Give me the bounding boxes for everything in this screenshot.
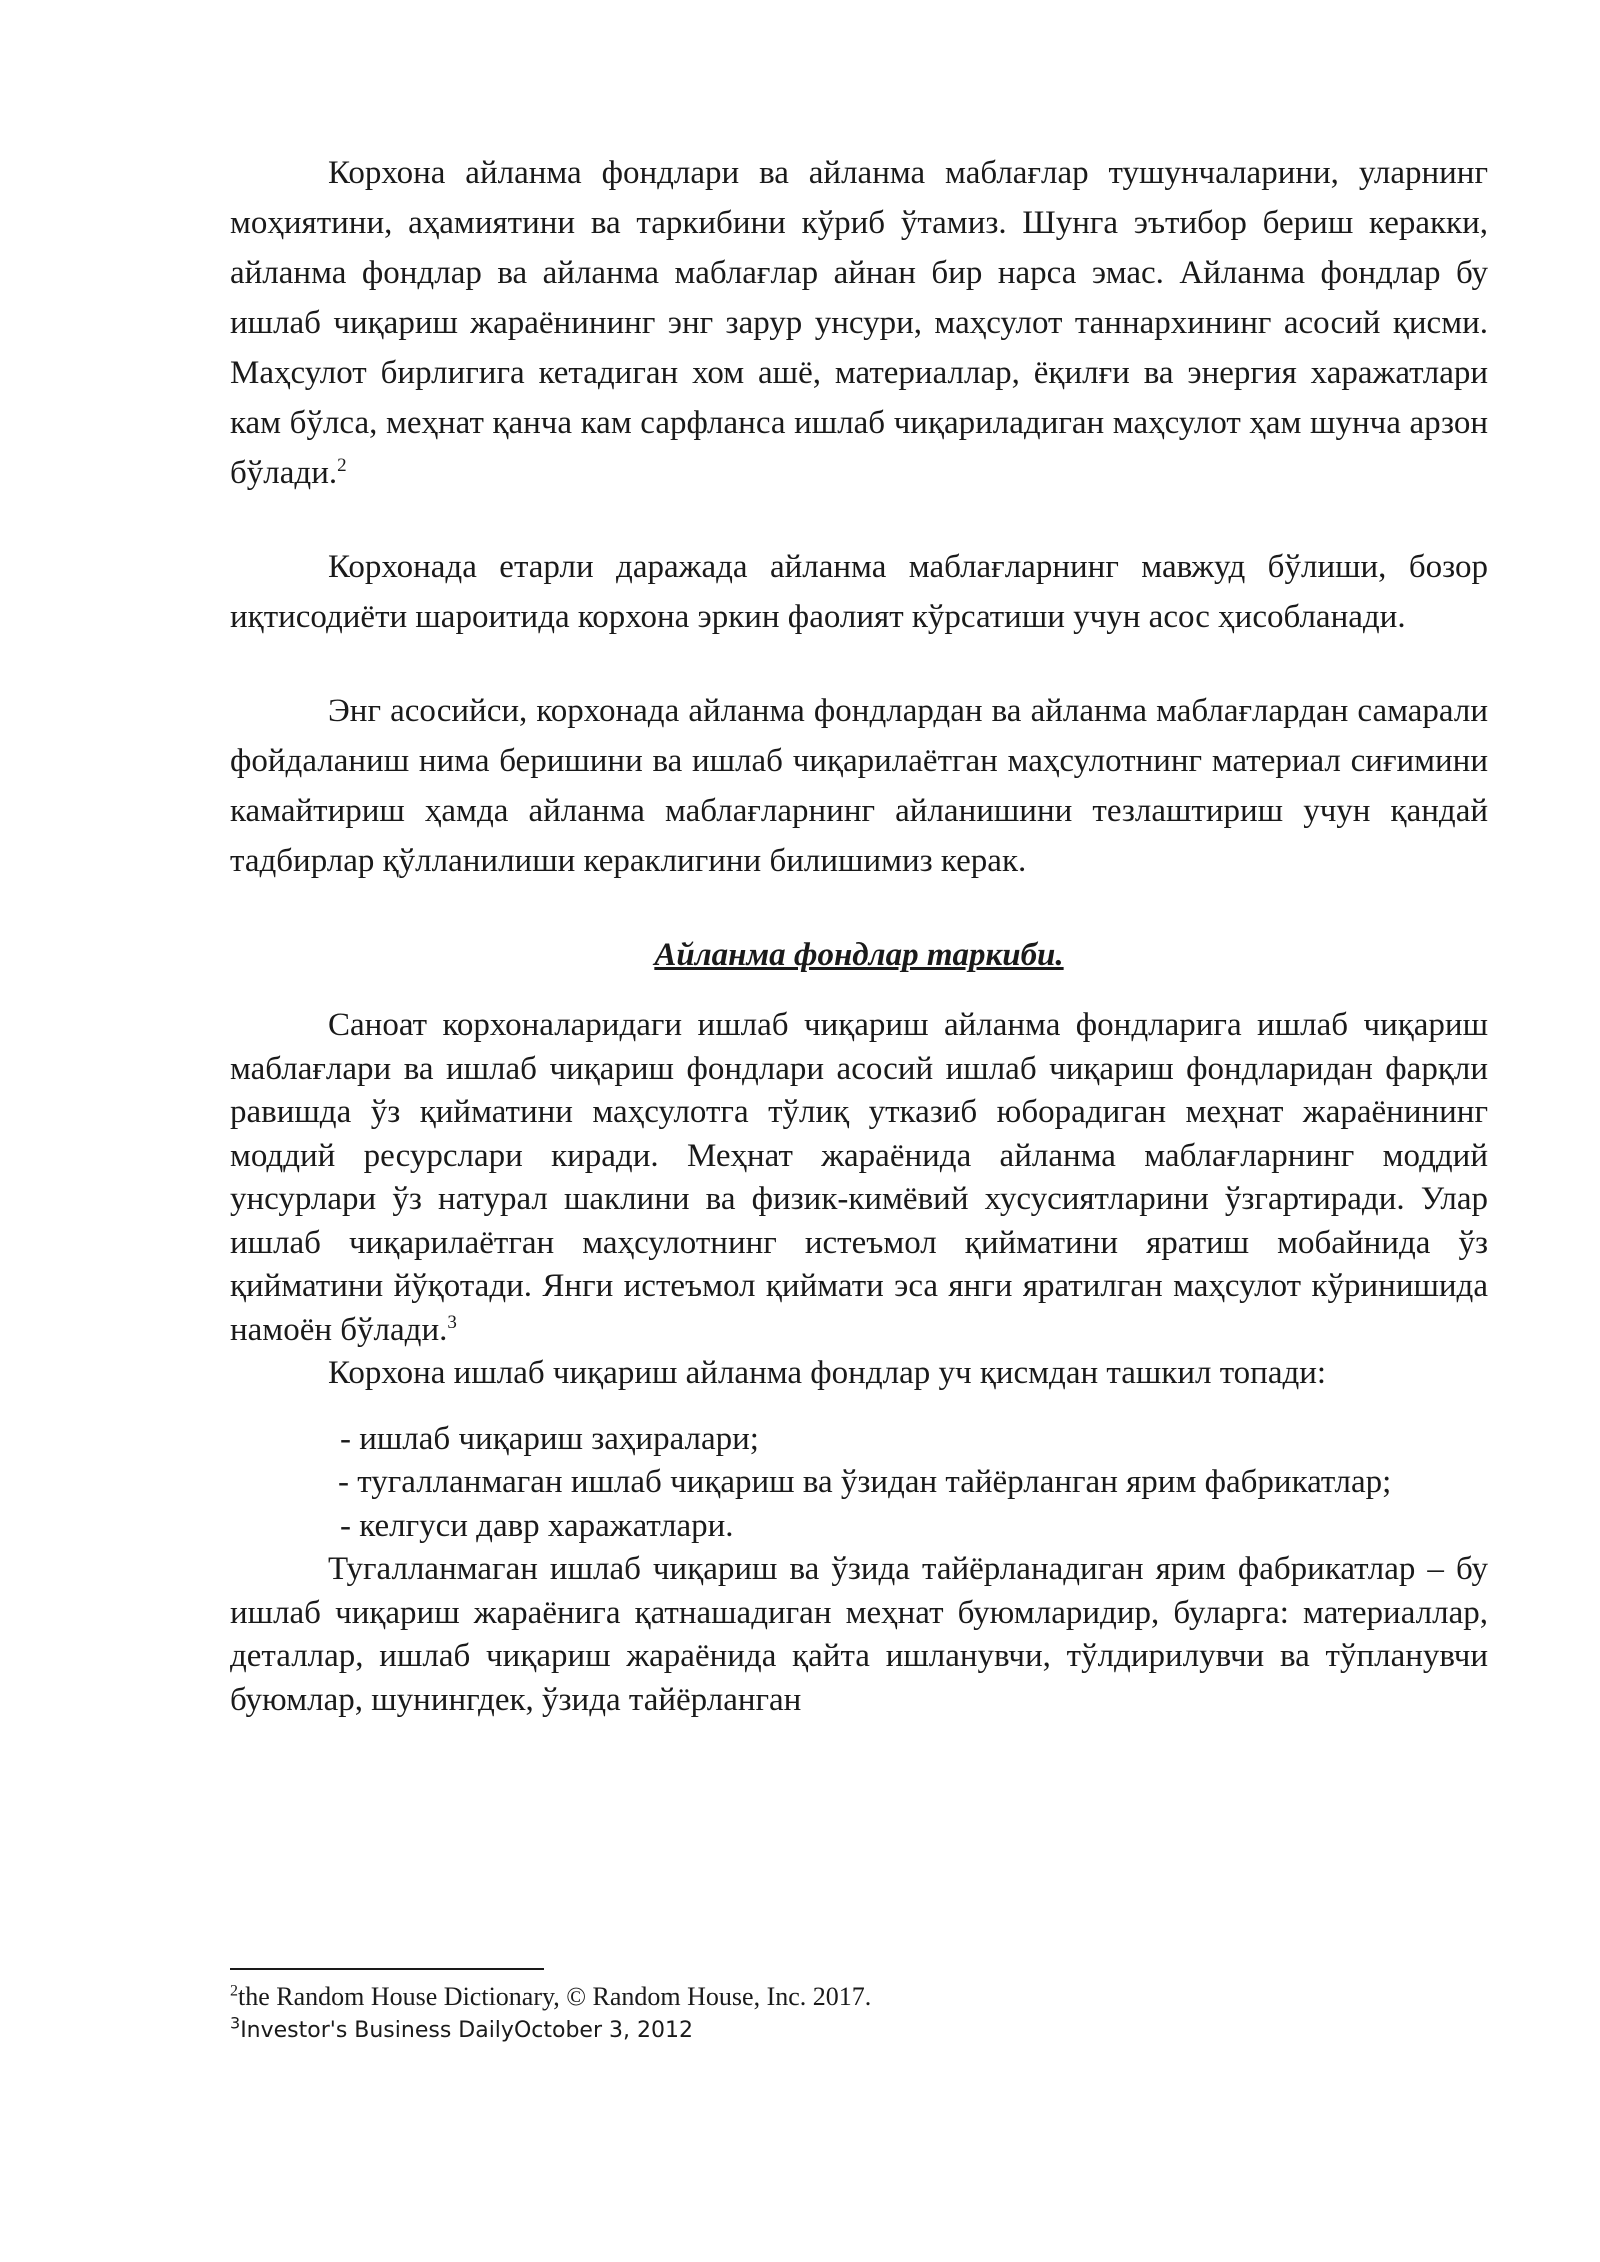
paragraph-1-text: Корхона айланма фондлари ва айланма маблағлар тушунчаларини, уларнинг моҳиятини, аҳамиятини ва таркибини кўриб ўтамиз. Шунга эътибор бериш керакки, айланма фондлар ва айланма маблағлар айнан бир нарса эмас. Айланма фондлар бу ишлаб чиқариш жараёнининг энг зарур унсури, маҳсулот таннархининг асосий қисми. Маҳсулот бирлигига кетадиган хом ашё, материаллар, ёқилғи ва энергия харажатлари кам бўлса, меҳнат қанча кам сарфланса ишлаб чиқариладиган маҳсулот ҳам шунча арзон бўлади. (230, 155, 1488, 491)
paragraph-4 (230, 1004, 1488, 1352)
paragraph-2: Корхонада етарли даражада айланма маблағларнинг мавжуд бўлиши, бозор иқтисодиёти шароитида корхона эркин фаолият кўрсатиши учун асос ҳисобланади. (230, 549, 1488, 635)
paragraph-3: Энг асосийси, корхонада айланма фондлардан ва айланма маблағлардан самарали фойдаланиш нима беришини ва ишлаб чиқарилаётган маҳсулотнинг материал сиғимини камайтириш ҳамда айланма маблағларнинг айланишини тезлаштириш учун қандай тадбирлар қўлланилиши кераклигини билишимиз керак. (230, 693, 1488, 879)
paragraph-4-text: Саноат корхоналаридаги ишлаб чиқариш айланма фондларига ишлаб чиқариш маблағлари ва ишлаб чиқариш фондлари асосий ишлаб чиқариш фондларидан фарқли равишда ўз қийматини маҳсулотга тўлиқ утказиб юборадиган меҳнат жараёнининг моддий ресурслари киради. Меҳнат жараёнида айланма маблағларнинг моддий унсурлари ўз натурал шаклини ва физик-кимёвий хусусиятларини ўзгартиради. Улар ишлаб чиқарилаётган маҳсулотнинг истеъмол қийматини яратиш мобайнида ўз қийматини йўқотади. Янги истеъмол қиймати эса янги яратилган маҳсулот кўринишида намоён бўлади. (230, 1007, 1488, 1348)
list-item: - тугалланмаган ишлаб чиқариш ва ўзидан тайёрланган ярим фабрикатлар; (338, 1464, 1392, 1500)
paragraph-1 (230, 148, 1488, 498)
footnote-ref-2[interactable]: 2 (337, 455, 347, 476)
footnotes (230, 1980, 1488, 2048)
paragraph-6: Тугалланмаган ишлаб чиқариш ва ўзида тайёрланадиган ярим фабрикатлар – бу ишлаб чиқариш жараёнига қатнашадиган меҳнат буюмларидир, буларга: материаллар, деталлар, ишлаб чиқариш жараёнида қайта ишланувчи, тўлдирилувчи ва тўпланувчи буюмлар, шунингдек, ўзида тайёрланган (230, 1551, 1488, 1718)
footnote-separator (230, 1968, 544, 1970)
paragraph-5: Корхона ишлаб чиқариш айланма фондлар уч қисмдан ташкил топади: (328, 1355, 1327, 1391)
footnote-2 (230, 1980, 1488, 2014)
list-item: - ишлаб чиқариш заҳиралари; (340, 1420, 759, 1457)
section-heading: Айланма фондлар таркиби. (654, 937, 1064, 973)
list-item: - келгуси давр харажатлари. (340, 1507, 734, 1544)
footnote-3 (230, 2014, 1488, 2048)
footnote-number: 2 (230, 1982, 238, 2000)
footnote-text: the Random House Dictionary, © Random House, Inc. 2017. (238, 1982, 872, 2011)
footnote-ref-3[interactable]: 3 (447, 1311, 457, 1333)
footnote-text: Investor's Business DailyOctober 3, 2012 (240, 2018, 693, 2043)
footnote-number: 3 (230, 2013, 241, 2033)
document-body (230, 148, 1488, 1722)
